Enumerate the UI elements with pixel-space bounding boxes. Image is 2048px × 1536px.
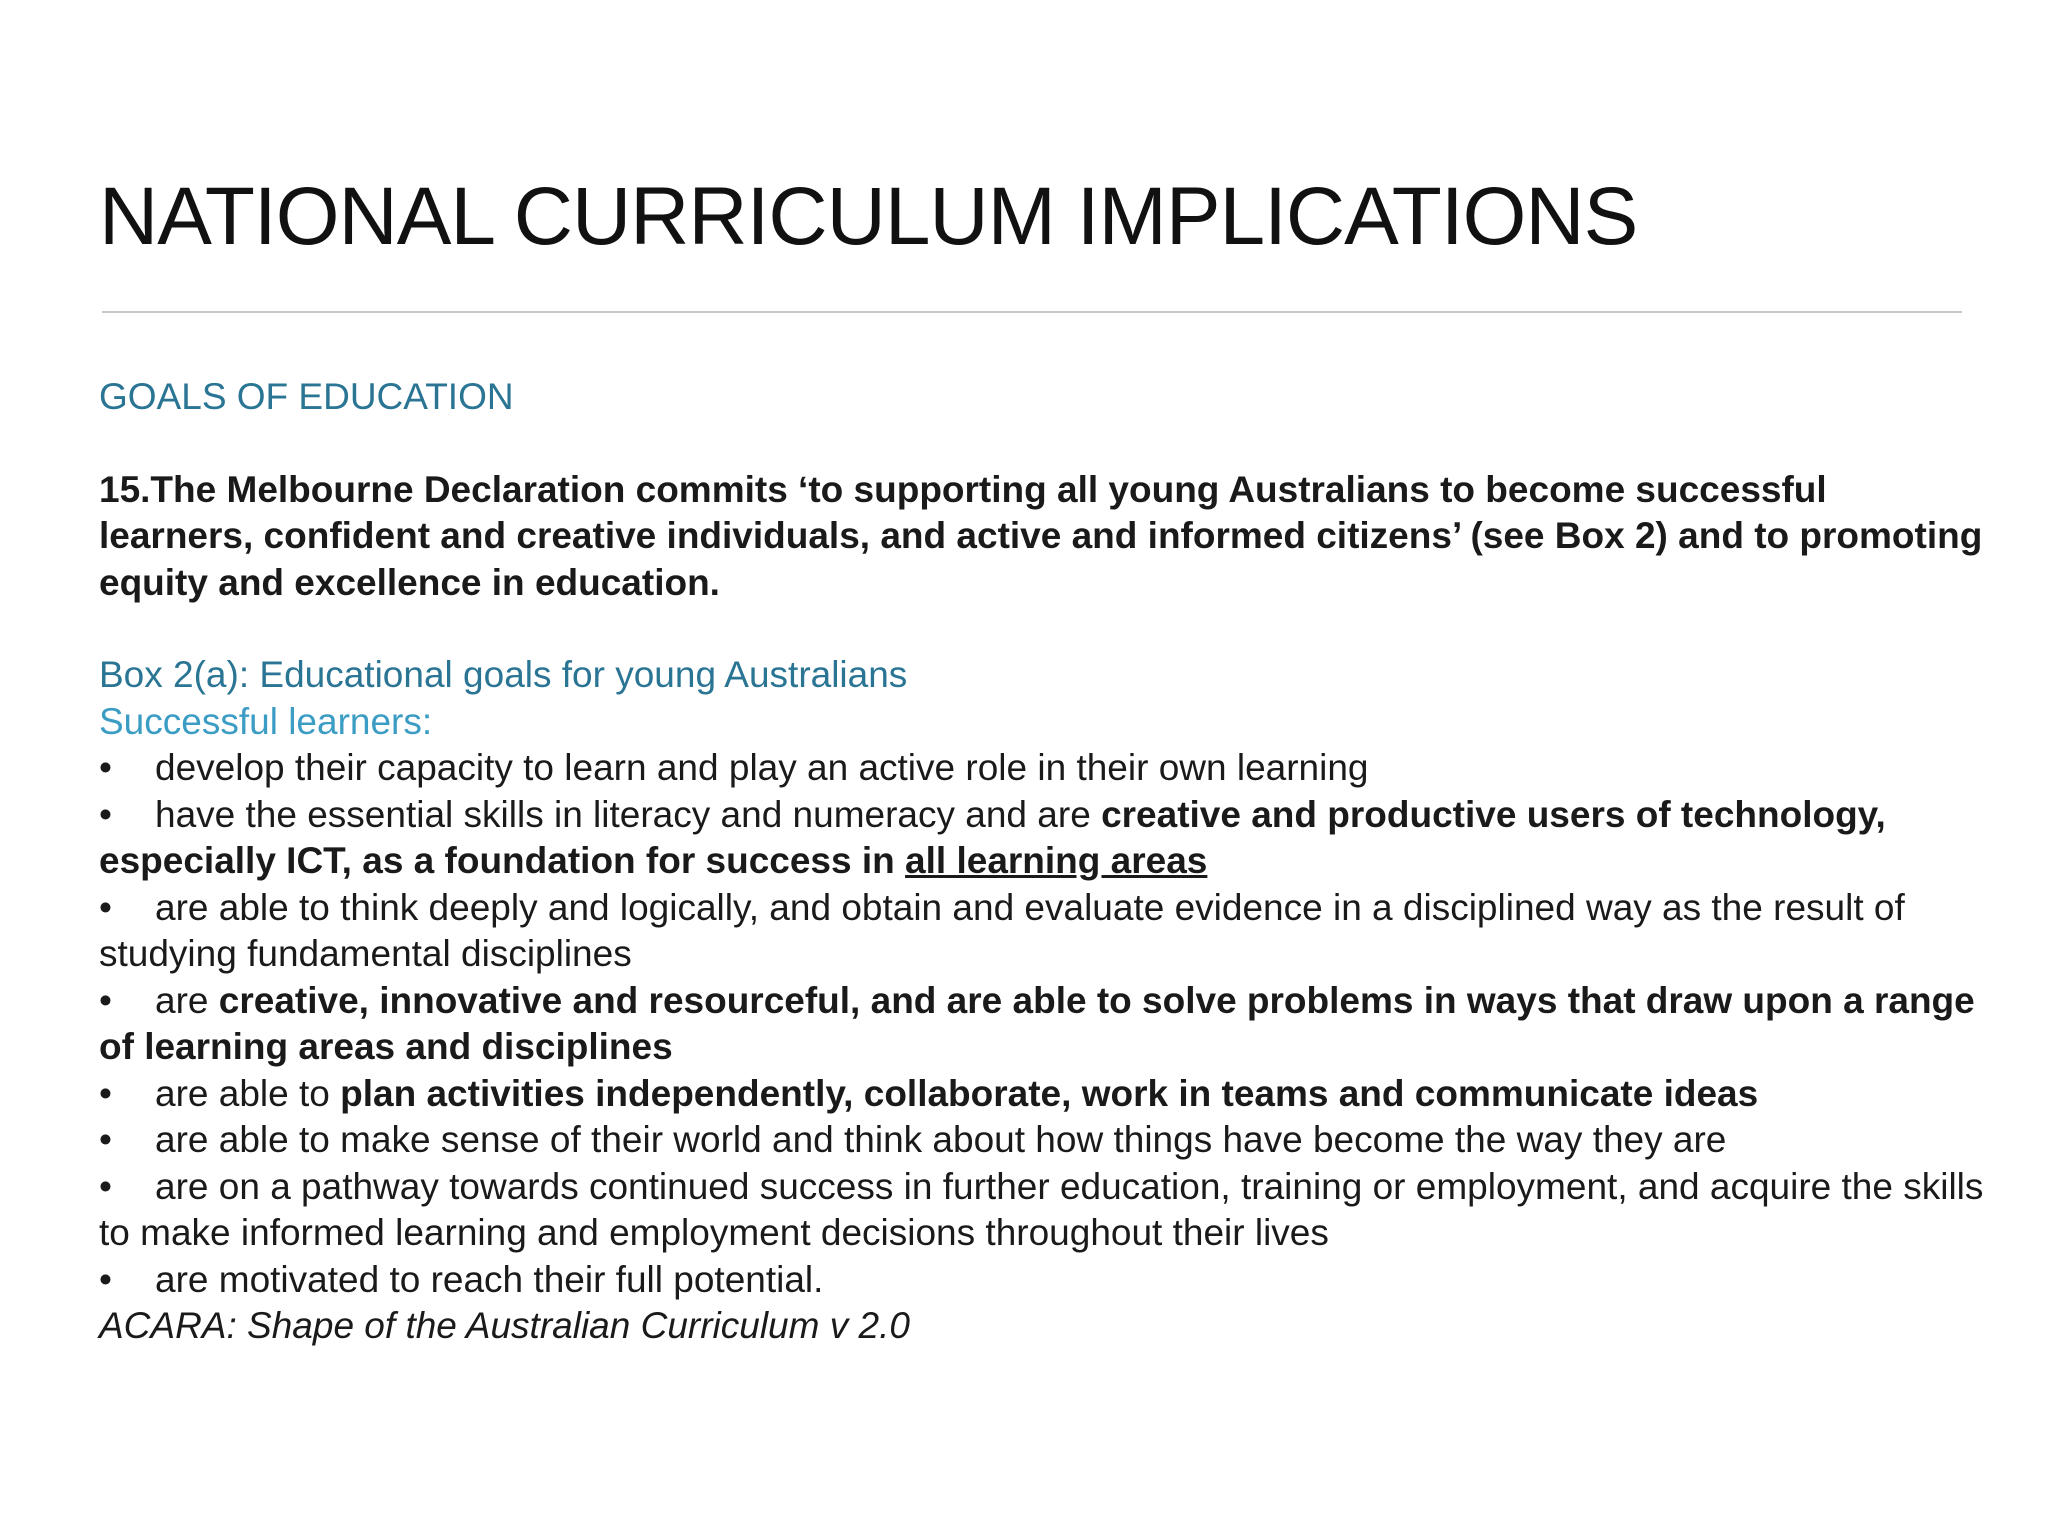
title-divider [102, 311, 1962, 313]
bullet-icon: • [99, 1072, 112, 1114]
list-item [99, 978, 1989, 1071]
slide-title: NATIONAL CURRICULUM IMPLICATIONS [99, 171, 1638, 262]
list-item [99, 1257, 1989, 1304]
bullet-icon: • [99, 1165, 112, 1207]
list-item [99, 745, 1989, 792]
box-subtitle: Successful learners: [99, 700, 433, 742]
bullet-icon: • [99, 886, 112, 928]
list-item-emphasis-underlined: all learning areas [905, 840, 1208, 881]
list-item [99, 885, 1989, 978]
goals-list [99, 745, 1989, 1303]
slide-content [99, 374, 1989, 1350]
declaration-paragraph: 15.The Melbourne Declaration commits ‘to supporting all young Australians to become successful learners, confident and creative individuals, and active and informed citizens’ (see Box 2) and to promoting equity and excellence in education. [99, 468, 1983, 603]
list-item-emphasis: creative and productive users of technology, especially ICT, as a foundation for success in [99, 793, 1886, 881]
bullet-icon: • [99, 793, 112, 835]
list-item-emphasis: plan activities independently, collaborate, work in teams and communicate ideas [340, 1072, 1759, 1114]
list-item [99, 1117, 1989, 1164]
bullet-icon: • [99, 747, 112, 788]
list-item [99, 1071, 1989, 1118]
bullet-icon: • [99, 979, 112, 1021]
source-citation: ACARA: Shape of the Australian Curriculum v 2.0 [99, 1305, 910, 1346]
list-item-text: are able to think deeply and logically, and obtain and evaluate evidence in a disciplined way as the result of studying fundamental disciplines [99, 886, 1905, 974]
list-item-text: are able to make sense of their world and think about how things have become the way they are [155, 1119, 1727, 1160]
section-heading: GOALS OF EDUCATION [99, 376, 514, 417]
list-item-text: are able to [155, 1072, 341, 1114]
bullet-icon: • [99, 1119, 112, 1160]
list-item-text: are [155, 979, 219, 1021]
list-item [99, 1164, 1989, 1257]
list-item [99, 792, 1989, 885]
list-item-text: develop their capacity to learn and play an active role in their own learning [155, 747, 1369, 788]
box-title: Box 2(a): Educational goals for young Australians [99, 654, 908, 695]
list-item-text: are motivated to reach their full potential. [155, 1258, 824, 1300]
list-item-text: have the essential skills in literacy and numeracy and are [155, 793, 1102, 835]
list-item-emphasis: creative, innovative and resourceful, and are able to solve problems in ways that draw upon a range of learning areas and disciplines [99, 979, 1975, 1067]
bullet-icon: • [99, 1258, 112, 1300]
list-item-text: are on a pathway towards continued success in further education, training or employment, and acquire the skills to make informed learning and employment decisions throughout their lives [99, 1165, 1984, 1253]
